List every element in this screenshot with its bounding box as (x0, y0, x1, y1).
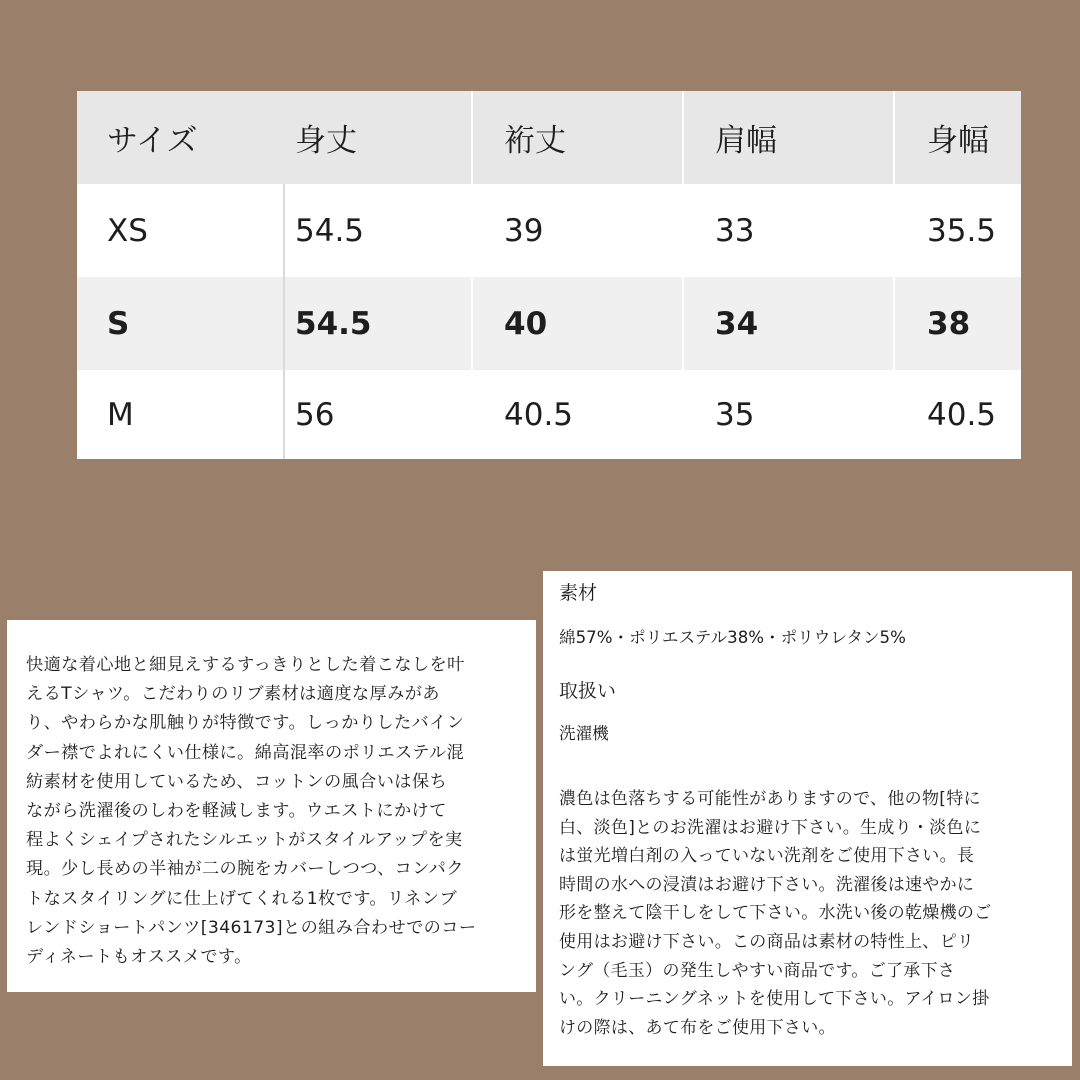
table-row (77, 184, 1021, 277)
table-cell: 34 (715, 305, 759, 342)
table-cell: 56 (295, 396, 335, 433)
table-cell: 33 (715, 212, 755, 249)
size-label: M (107, 396, 134, 433)
row-divider (471, 277, 473, 370)
description-text: 快適な着心地と細見えするすっきりとした着こなしを叶 えるTシャツ。こだわりのリブ素材は適度な厚みがあ り、やわらかな肌触りが特徴です。しっかりしたバイン ダー襟でよれにくい仕様に。綿高混率のポリエステル混 紡素材を使用しているため、コットンの風合いは保ち ながら洗濯後のしわを軽減します。ウエストにかけて 程よくシェイプされたシルエットがスタイルアップを実 現。少し長めの半袖が二の腕をカバーしつつ、コンパク トなスタイリングに仕上げてくれる1枚です。リネンブ レンドショートパンツ[346173]との組み合わせでのコー ディネートもオススメです。 (26, 655, 477, 968)
header-body-width: 身幅 (927, 123, 989, 159)
size-label: XS (107, 212, 148, 249)
table-cell: 54.5 (295, 212, 365, 249)
header-divider (471, 91, 473, 184)
care-notes: 濃色は色落ちする可能性がありますので、他の物[特に 白、淡色]とのお洗濯はお避け下さい。生成り・淡色に は蛍光増白剤の入っていない洗剤をご使用下さい。長 時間の水への浸漬はお避け下さい。洗濯後は速やかに 形を整えて陰干しをして下さい。水洗い後の乾燥機のご 使用はお避け下さい。この商品は素材の特性上、ピリ ング（毛玉）の発生しやすい商品です。ご了承下さ い。クリーニングネットを使用して下さい。アイロン掛 けの際は、あて布をご使用下さい。 (559, 789, 992, 1038)
handling-heading: 取扱い (559, 680, 617, 702)
table-cell: 38 (927, 305, 971, 342)
material-heading: 素材 (559, 582, 598, 604)
table-cell: 39 (504, 212, 544, 249)
size-label: S (107, 305, 130, 342)
row-divider (893, 277, 895, 370)
header-shoulder-width: 肩幅 (715, 123, 777, 159)
table-row (77, 370, 1021, 459)
table-cell: 40 (504, 305, 548, 342)
header-body-length: 身丈 (295, 123, 357, 159)
table-row-highlighted (77, 277, 1021, 370)
table-cell: 40.5 (927, 396, 997, 433)
header-divider (893, 91, 895, 184)
header-sleeve-length: 裄丈 (504, 123, 566, 159)
size-table (77, 91, 1021, 459)
size-table-header (77, 91, 1021, 184)
table-cell: 35 (715, 396, 755, 433)
table-cell: 54.5 (295, 305, 372, 342)
row-divider (682, 277, 684, 370)
table-cell: 35.5 (927, 212, 997, 249)
description-panel (7, 620, 536, 992)
handling-text: 洗濯機 (559, 724, 609, 743)
header-size: サイズ (107, 123, 198, 159)
header-divider (682, 91, 684, 184)
care-panel (543, 571, 1072, 1066)
table-cell: 40.5 (504, 396, 574, 433)
first-column-divider (283, 184, 285, 459)
material-text: 綿57%・ポリエステル38%・ポリウレタン5% (559, 628, 906, 647)
